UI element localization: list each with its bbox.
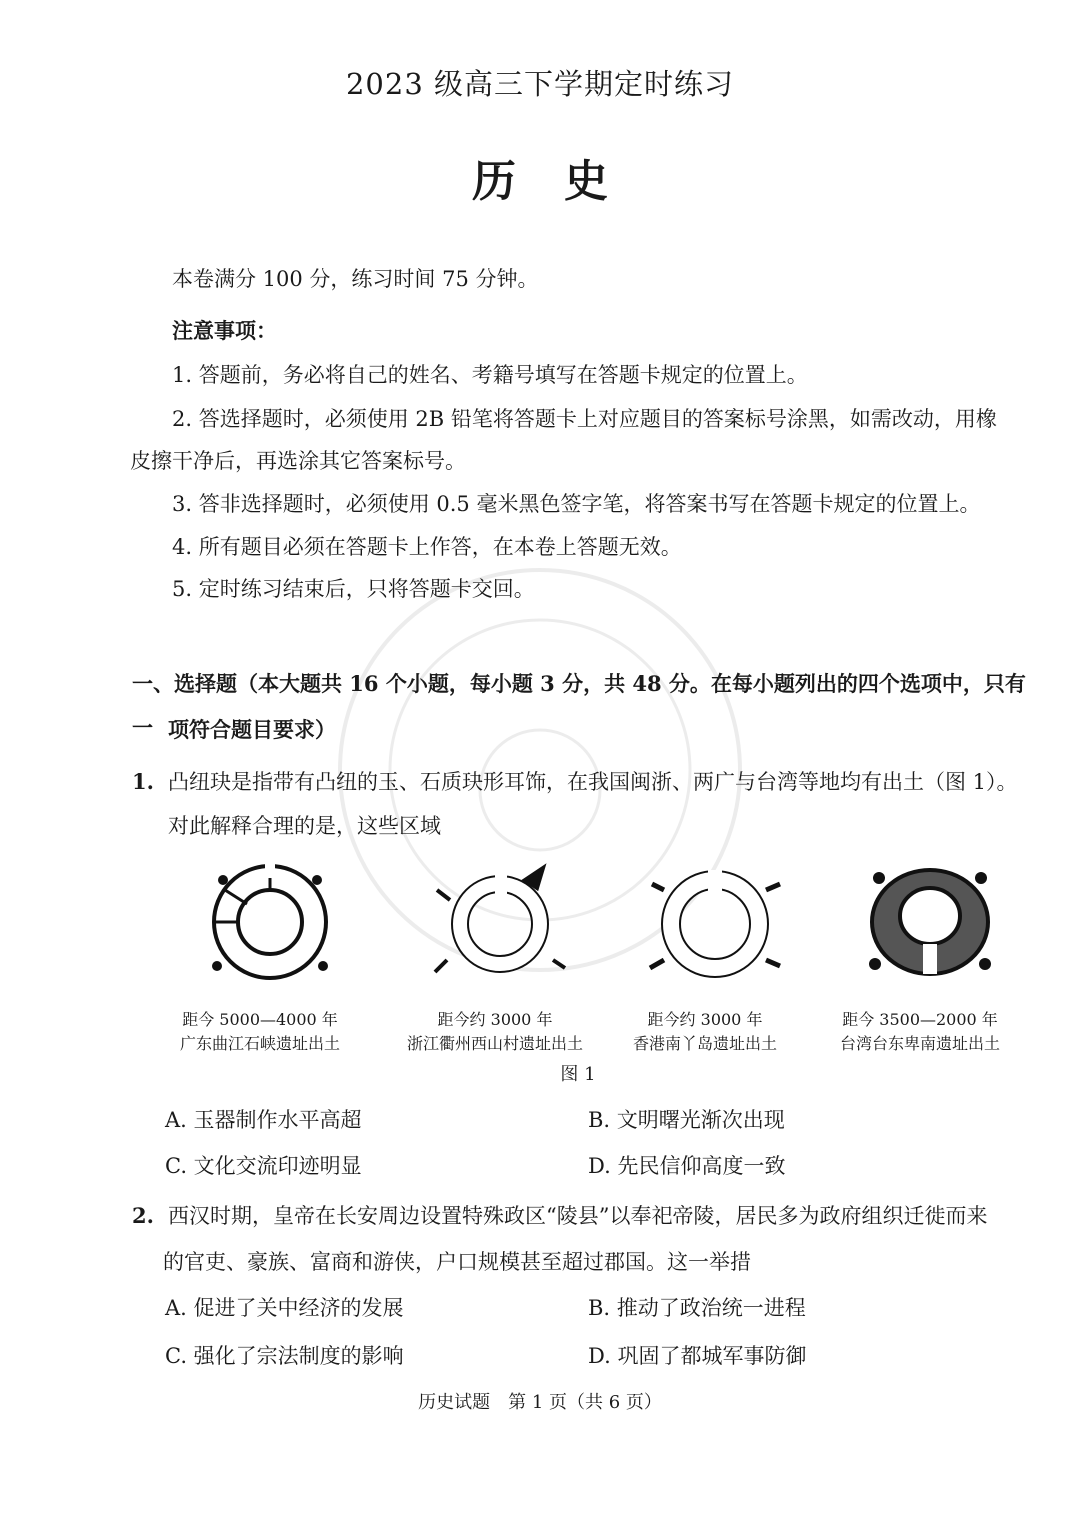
note-2: 2. 答选择题时，必须使用 2B 铅笔将答题卡上对应题目的答案标号涂黑，如需改动，用橡	[172, 407, 997, 431]
question-1-option-b: B. 文明曙光渐次出现	[588, 1108, 785, 1132]
intro-text: 本卷满分 100 分，练习时间 75 分钟。	[172, 267, 539, 291]
question-2-number: 2.	[132, 1203, 154, 1228]
caption-date: 距今 5000—4000 年	[182, 1010, 338, 1029]
exam-title: 2023 级高三下学期定时练习	[345, 67, 735, 101]
figure-caption	[150, 1008, 370, 1056]
question-1-number: 1.	[132, 769, 154, 794]
caption-site: 香港南丫岛遗址出土	[632, 1034, 777, 1053]
jade-jue-lamma-image	[640, 860, 790, 984]
notes-heading: 注意事项：	[172, 318, 277, 343]
section-heading: 一、选择题（本大题共 16 个小题，每小题 3 分，共 48 分。在每小题列出的四个选项中，只有一	[132, 671, 1026, 740]
subject-title: 历史	[472, 156, 656, 207]
jade-jue-beinan-image	[855, 860, 1005, 984]
figure-caption	[810, 1008, 1030, 1056]
figure-caption	[595, 1008, 815, 1056]
caption-site: 台湾台东卑南遗址出土	[839, 1034, 1000, 1053]
page-footer: 历史试题 第 1 页（共 6 页）	[418, 1392, 662, 1413]
question-2-stem: 西汉时期，皇帝在长安周边设置特殊政区“陵县”以奉祀帝陵，居民多为政府组织迁徙而来	[168, 1204, 988, 1228]
question-1-option-a: A. 玉器制作水平高超	[165, 1108, 362, 1132]
caption-site: 浙江衢州西山村遗址出土	[406, 1034, 583, 1053]
caption-date: 距今 3500—2000 年	[842, 1010, 998, 1029]
question-2-stem-continued: 的官吏、豪族、富商和游侠，户口规模甚至超过郡国。这一举措	[163, 1250, 751, 1274]
caption-date: 距今约 3000 年	[647, 1010, 763, 1029]
question-1-stem-continued: 对此解释合理的是，这些区域	[168, 814, 441, 838]
question-1-option-d: D. 先民信仰高度一致	[588, 1154, 786, 1178]
question-2-option-a: A. 促进了关中经济的发展	[165, 1296, 404, 1320]
note-1: 1. 答题前，务必将自己的姓名、考籍号填写在答题卡规定的位置上。	[172, 363, 808, 387]
section-heading-continued: 项符合题目要求）	[168, 717, 336, 742]
caption-date: 距今约 3000 年	[437, 1010, 553, 1029]
figure-1	[150, 860, 1030, 990]
question-1-stem: 凸纽玦是指带有凸纽的玉、石质玦形耳饰，在我国闽浙、两广与台湾等地均有出土（图 1）。	[168, 770, 1018, 794]
caption-site: 广东曲江石峡遗址出土	[179, 1034, 340, 1053]
note-2-continued: 皮擦干净后，再选涂其它答案标号。	[130, 449, 466, 473]
note-3: 3. 答非选择题时，必须使用 0.5 毫米黑色签字笔，将答案书写在答题卡规定的位置上。	[172, 492, 981, 516]
question-2-option-d: D. 巩固了都城军事防御	[588, 1344, 807, 1368]
jade-jue-xishan-image	[425, 860, 575, 984]
question-1-option-c: C. 文化交流印迹明显	[165, 1154, 362, 1178]
jade-jue-shixia-image	[195, 860, 345, 984]
note-5: 5. 定时练习结束后，只将答题卡交回。	[172, 577, 535, 601]
figure-label: 图 1	[560, 1064, 596, 1085]
note-4: 4. 所有题目必须在答题卡上作答，在本卷上答题无效。	[172, 535, 682, 559]
question-2-option-c: C. 强化了宗法制度的影响	[165, 1344, 404, 1368]
question-2-option-b: B. 推动了政治统一进程	[588, 1296, 806, 1320]
figure-caption	[385, 1008, 605, 1056]
